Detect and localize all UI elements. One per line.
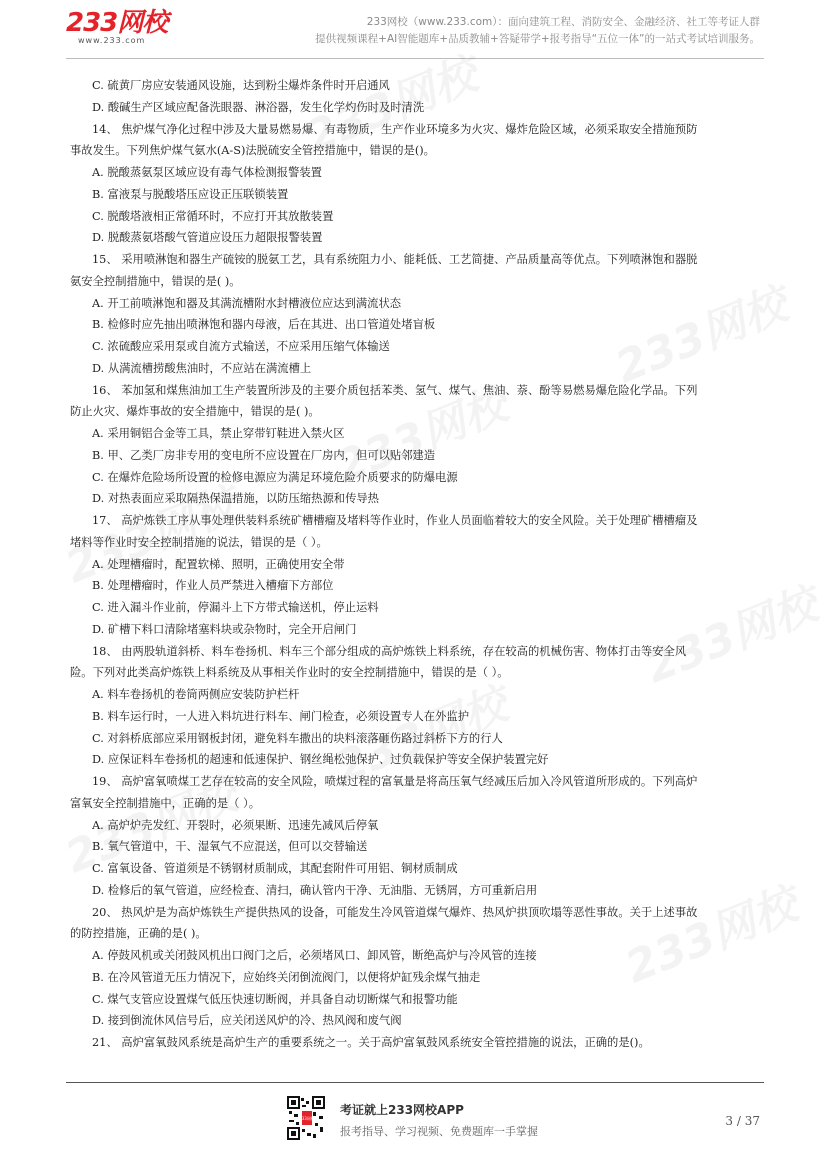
option-line: C. 对斜桥底部应采用钢板封闭，避免料车撒出的块料滚落砸伤路过斜桥下方的行人 bbox=[92, 731, 503, 745]
question-stem: 16、 苯加氢和煤焦油加工生产装置所涉及的主要介质包括苯类、氢气、煤气、焦油、萘、酚等易燃易爆危险化学品。下列 bbox=[92, 383, 698, 397]
option-line: C. 脱酸塔液相正常循环时，不应打开其放散装置 bbox=[92, 209, 334, 223]
qr-logo-text: 233网校 bbox=[299, 1116, 315, 1121]
question-stem: 21、 高炉富氧鼓风系统是高炉生产的重要系统之一。关于高炉富氧鼓风系统安全管控措施的说法，正确的是()。 bbox=[92, 1036, 650, 1049]
option-line: D. 脱酸蒸氨塔酸气管道应设压力超限报警装置 bbox=[92, 231, 323, 245]
question-stem: 20、 热风炉是为高炉炼铁生产提供热风的设备，可能发生冷风管道煤气爆炸、热风炉拱顶吹塌等恶性事故。关于上述事故 bbox=[92, 905, 698, 919]
option-line: C. 煤气支管应设置煤气低压快速切断阀，并具备自动切断煤气和报警功能 bbox=[92, 992, 458, 1006]
option-line: A. 停鼓风机或关闭鼓风机出口阀门之后，必须堵风口、卸风管，断绝高炉与冷风管的连接 bbox=[92, 949, 537, 962]
qr-code-icon bbox=[287, 1096, 325, 1140]
question-stem-cont: 险。下列对此类高炉炼铁上料系统及从事相关作业时的安全控制措施中，错误的是（ ）。 bbox=[70, 666, 509, 680]
option-line: C. 浓硫酸应采用泵或自流方式输送，不应采用压缩气体输送 bbox=[92, 340, 390, 353]
option-line: D. 从满流槽捞酸焦油时，不应站在满流槽上 bbox=[92, 361, 312, 375]
logo bbox=[66, 10, 167, 46]
page-number: 3 / 37 bbox=[725, 1114, 760, 1128]
logo-text: 233网校 bbox=[66, 8, 168, 38]
option-line: A. 脱酸蒸氨泵区域应设有毒气体检测报警装置 bbox=[92, 166, 322, 179]
option-line: B. 处理槽瘤时，作业人员严禁进入槽瘤下方部位 bbox=[92, 579, 334, 593]
question-stem: 18、 由两股轨道斜桥、料车卷扬机、料车三个部分组成的高炉炼铁上料系统，存在较高的机械伤害、物体打击等安全风 bbox=[92, 644, 687, 658]
header-line-1: 233网校（www.233.com）：面向建筑工程、消防安全、金融经济、社工等考证人群 bbox=[366, 16, 760, 28]
question-stem-cont: 的防控措施，正确的是( )。 bbox=[70, 927, 207, 941]
question-stem-cont: 氨安全控制措施中，错误的是( )。 bbox=[70, 274, 241, 288]
question-stem: 14、 焦炉煤气净化过程中涉及大量易燃易爆、有毒物质，生产作业环境多为火灾、爆炸危险区域，必须采取安全措施预防 bbox=[92, 122, 698, 136]
option-line: C. 硫黄厂房应安装通风设施，达到粉尘爆炸条件时开启通风 bbox=[92, 79, 390, 92]
question-stem-cont: 富氧安全控制措施中，正确的是（ ）。 bbox=[70, 796, 260, 810]
question-stem-cont: 堵料等作业时安全控制措施的说法，错误的是（ ）。 bbox=[70, 535, 328, 549]
header-line-2: 提供视频课程+AI智能题库+品质教辅+答疑带学+报考指导“五位一体”的一站式考试培训服务。 bbox=[315, 33, 760, 45]
option-line: D. 接到倒流休风信号后，应关闭送风炉的冷、热风阀和废气阀 bbox=[92, 1014, 402, 1028]
option-line: B. 料车运行时，一人进入料坑进行料车、闸门检查，必须设置专人在外监护 bbox=[92, 709, 469, 723]
option-line: C. 进入漏斗作业前，停漏斗上下方带式输送机，停止运料 bbox=[92, 601, 379, 614]
option-line: A. 处理槽瘤时，配置软梯、照明，正确使用安全带 bbox=[92, 557, 345, 571]
document-body bbox=[70, 75, 760, 1054]
option-line: D. 应保证料车卷扬机的超速和低速保护、钢丝绳松弛保护、过负载保护等安全保护装置完好 bbox=[92, 753, 549, 767]
option-line: B. 富液泵与脱酸塔压应设正压联锁装置 bbox=[92, 187, 289, 201]
logo-url: www.233.com bbox=[78, 36, 146, 45]
option-line: B. 氧气管道中，干、湿氧气不应混送，但可以交替输送 bbox=[92, 840, 368, 854]
option-line: D. 对热表面应采取隔热保温措施，以防压缩热源和传导热 bbox=[92, 492, 379, 506]
option-line: B. 甲、乙类厂房非专用的变电所不应设置在厂房内，但可以贴邻建造 bbox=[92, 448, 436, 462]
question-stem-cont: 防止火灾、爆炸事故的安全措施中，错误的是( )。 bbox=[70, 405, 320, 419]
header-description bbox=[315, 14, 760, 48]
option-line: B. 检修时应先抽出喷淋饱和器内母液，后在其进、出口管道处堵盲板 bbox=[92, 318, 436, 332]
option-line: A. 料车卷扬机的卷筒两侧应安装防护栏杆 bbox=[92, 688, 300, 701]
question-stem: 15、 采用喷淋饱和器生产硫铵的脱氨工艺，具有系统阻力小、能耗低、工艺简捷、产品质量高等优点。下列喷淋饱和器脱 bbox=[92, 253, 698, 266]
option-line: D. 检修后的氧气管道，应经检查、清扫，确认管内干净、无油脂、无锈屑，方可重新启用 bbox=[92, 883, 538, 897]
footer-subtitle: 报考指导、学习视频、免费题库一手掌握 bbox=[340, 1125, 538, 1138]
page-header bbox=[0, 0, 830, 62]
option-line: D. 酸碱生产区域应配备洗眼器、淋浴器，发生化学灼伤时及时清洗 bbox=[92, 100, 425, 114]
question-stem-cont: 事故发生。下列焦炉煤气氨水(A-S)法脱硫安全管控措施中，错误的是()。 bbox=[70, 144, 435, 158]
option-line: C. 富氧设备、管道须是不锈钢材质制成，其配套附件可用铝、铜材质制成 bbox=[92, 862, 458, 875]
footer-divider bbox=[66, 1082, 764, 1083]
option-line: A. 采用铜铝合金等工具，禁止穿带钉鞋进入禁火区 bbox=[92, 427, 345, 440]
question-stem: 19、 高炉富氧喷煤工艺存在较高的安全风险，喷煤过程的富氧量是将高压氧气经减压后加入冷风管道所形成的。下列高炉 bbox=[92, 775, 698, 788]
option-line: A. 高炉炉壳发红、开裂时，必须果断、迅速先减风后停氧 bbox=[92, 818, 379, 832]
option-line: C. 在爆炸危险场所设置的检修电源应为满足环境危险介质要求的防爆电源 bbox=[92, 470, 458, 484]
option-line: D. 矿槽下料口清除堵塞料块或杂物时，完全开启闸门 bbox=[92, 622, 357, 636]
option-line: A. 开工前喷淋饱和器及其满流槽附水封槽液位应达到满流状态 bbox=[92, 296, 402, 310]
footer-title: 考证就上233网校APP bbox=[340, 1103, 464, 1117]
question-stem: 17、 高炉炼铁工序从事处理供装料系统矿槽槽瘤及堵料等作业时，作业人员面临着较大的安全风险。关于处理矿槽槽瘤及 bbox=[92, 514, 698, 527]
option-line: B. 在冷风管道无压力情况下，应始终关闭倒流阀门，以便将炉缸残余煤气抽走 bbox=[92, 970, 481, 984]
